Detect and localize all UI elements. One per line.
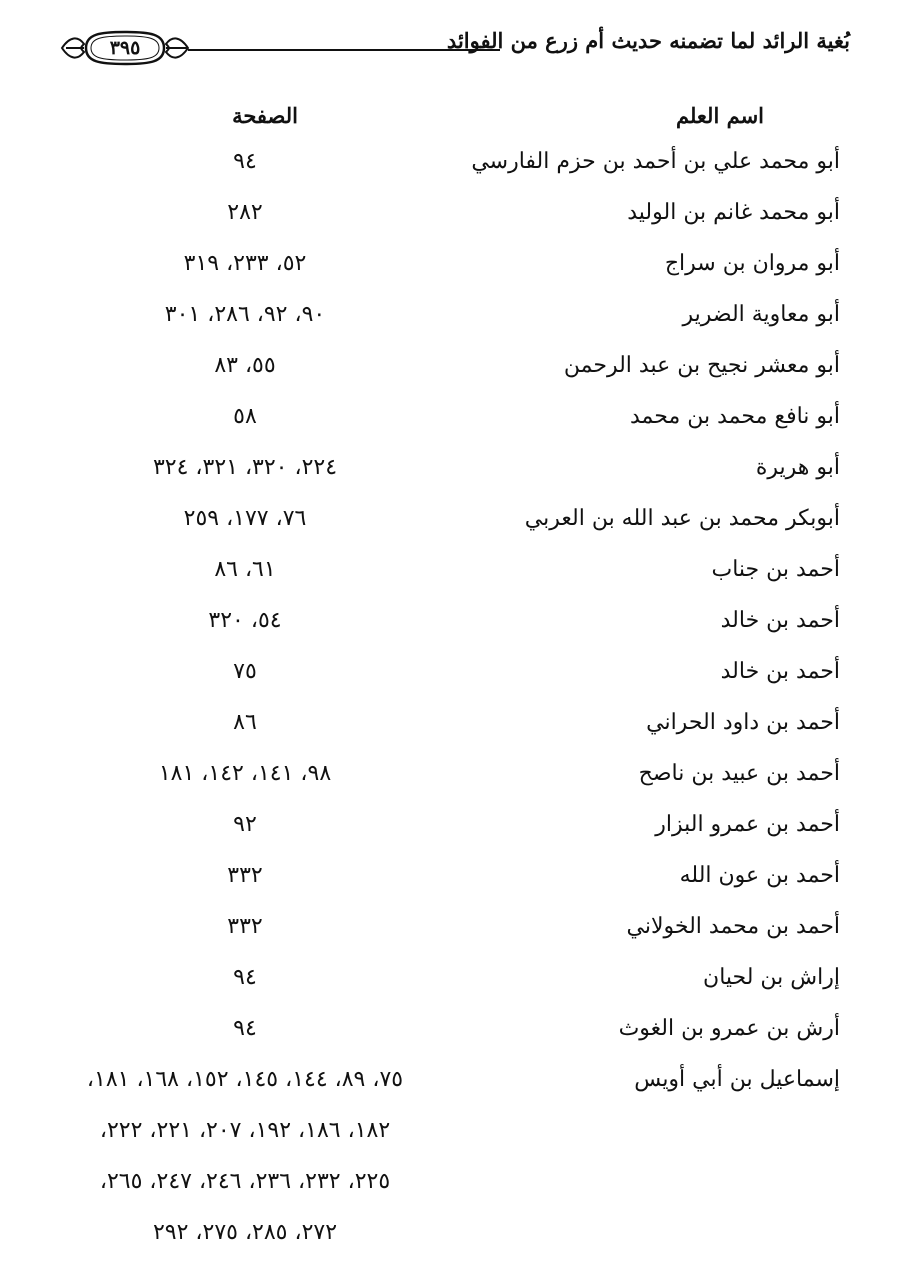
index-row (0, 857, 910, 908)
entry-name: أحمد بن عمرو البزار (655, 812, 840, 837)
name-column-heading: اسم العلم (675, 103, 764, 128)
entry-name: أرش بن عمرو بن الغوث (618, 1016, 840, 1041)
index-row (0, 806, 910, 857)
entry-pages-continued: ١٨٢، ١٨٦، ١٩٢، ٢٠٧، ٢٢١، ٢٢٢، (99, 1118, 391, 1143)
entry-name: أبو معشر نجيح بن عبد الرحمن (563, 353, 840, 378)
entry-pages-continued: ٢٧٢، ٢٨٥، ٢٧٥، ٢٩٢ (152, 1220, 338, 1245)
index-row (0, 704, 910, 755)
entry-name: أبو معاوية الضرير (682, 302, 840, 327)
index-row (0, 551, 910, 602)
index-row-continuation (0, 1163, 910, 1214)
entry-pages: ٥٤، ٣٢٠ (208, 608, 282, 633)
book-title: بُغية الرائد لما تضمنه حديث أم زرع من الفوائد (446, 28, 850, 53)
index-row (0, 908, 910, 959)
entry-pages: ٥٥، ٨٣ (214, 353, 276, 378)
entry-pages: ٧٥ (233, 659, 257, 684)
page-number: ٣٩٥ (109, 37, 141, 59)
index-row (0, 755, 910, 806)
index-row (0, 347, 910, 398)
entry-pages: ٨٦ (233, 710, 257, 735)
entry-pages: ٢٨٢ (227, 200, 263, 225)
page-number-ornament (60, 28, 190, 68)
entry-pages: ٩٢ (233, 812, 257, 837)
entry-pages: ٦١، ٨٦ (214, 557, 276, 582)
index-entries (0, 143, 910, 1265)
index-row (0, 500, 910, 551)
entry-pages: ٢٢٤، ٣٢٠، ٣٢١، ٣٢٤ (152, 455, 338, 480)
entry-pages: ٥٢، ٢٣٣، ٣١٩ (183, 251, 307, 276)
entry-name: أحمد بن داود الحراني (646, 710, 840, 735)
entry-name: أحمد بن جناب (711, 557, 840, 582)
entry-name: أحمد بن عون الله (679, 863, 840, 888)
entry-name: أبوبكر محمد بن عبد الله بن العربي (524, 506, 840, 531)
entry-name: أبو محمد علي بن أحمد بن حزم الفارسي (471, 149, 840, 174)
index-row (0, 449, 910, 500)
entry-pages: ٧٥، ٨٩، ١٤٤، ١٤٥، ١٥٢، ١٦٨، ١٨١، (86, 1067, 404, 1092)
entry-pages: ٣٣٢ (227, 863, 263, 888)
entry-name: أبو نافع محمد بن محمد (630, 404, 840, 429)
entry-name: أبو محمد غانم بن الوليد (627, 200, 840, 225)
entry-name: إسماعيل بن أبي أويس (634, 1067, 840, 1092)
index-row (0, 653, 910, 704)
index-row (0, 398, 910, 449)
entry-pages: ٣٣٢ (227, 914, 263, 939)
index-row (0, 143, 910, 194)
index-row (0, 194, 910, 245)
entry-pages: ٧٦، ١٧٧، ٢٥٩ (183, 506, 307, 531)
index-row (0, 959, 910, 1010)
index-row (0, 245, 910, 296)
index-row (0, 296, 910, 347)
entry-name: أبو مروان بن سراج (664, 251, 840, 276)
index-row-continuation (0, 1112, 910, 1163)
index-row (0, 1010, 910, 1061)
page-header (60, 22, 850, 74)
index-row (0, 1061, 910, 1112)
entry-name: أحمد بن عبيد بن ناصح (638, 761, 840, 786)
entry-pages: ٩٨، ١٤١، ١٤٢، ١٨١ (158, 761, 332, 786)
entry-name: أحمد بن خالد (720, 608, 840, 633)
entry-pages: ٩٤ (233, 149, 257, 174)
entry-name: أحمد بن محمد الخولاني (626, 914, 840, 939)
entry-pages: ٥٨ (233, 404, 257, 429)
index-row-continuation (0, 1214, 910, 1265)
header-rule (188, 49, 500, 51)
entry-pages-continued: ٢٢٥، ٢٣٢، ٢٣٦، ٢٤٦، ٢٤٧، ٢٦٥، (99, 1169, 391, 1194)
entry-name: إراش بن لحيان (703, 965, 840, 990)
index-row (0, 602, 910, 653)
entry-name: أبو هريرة (755, 455, 840, 480)
pages-column-heading: الصفحة (232, 103, 298, 128)
entry-pages: ٩٤ (233, 965, 257, 990)
entry-name: أحمد بن خالد (720, 659, 840, 684)
entry-pages: ٩٤ (233, 1016, 257, 1041)
entry-pages: ٩٠، ٩٢، ٢٨٦، ٣٠١ (164, 302, 326, 327)
